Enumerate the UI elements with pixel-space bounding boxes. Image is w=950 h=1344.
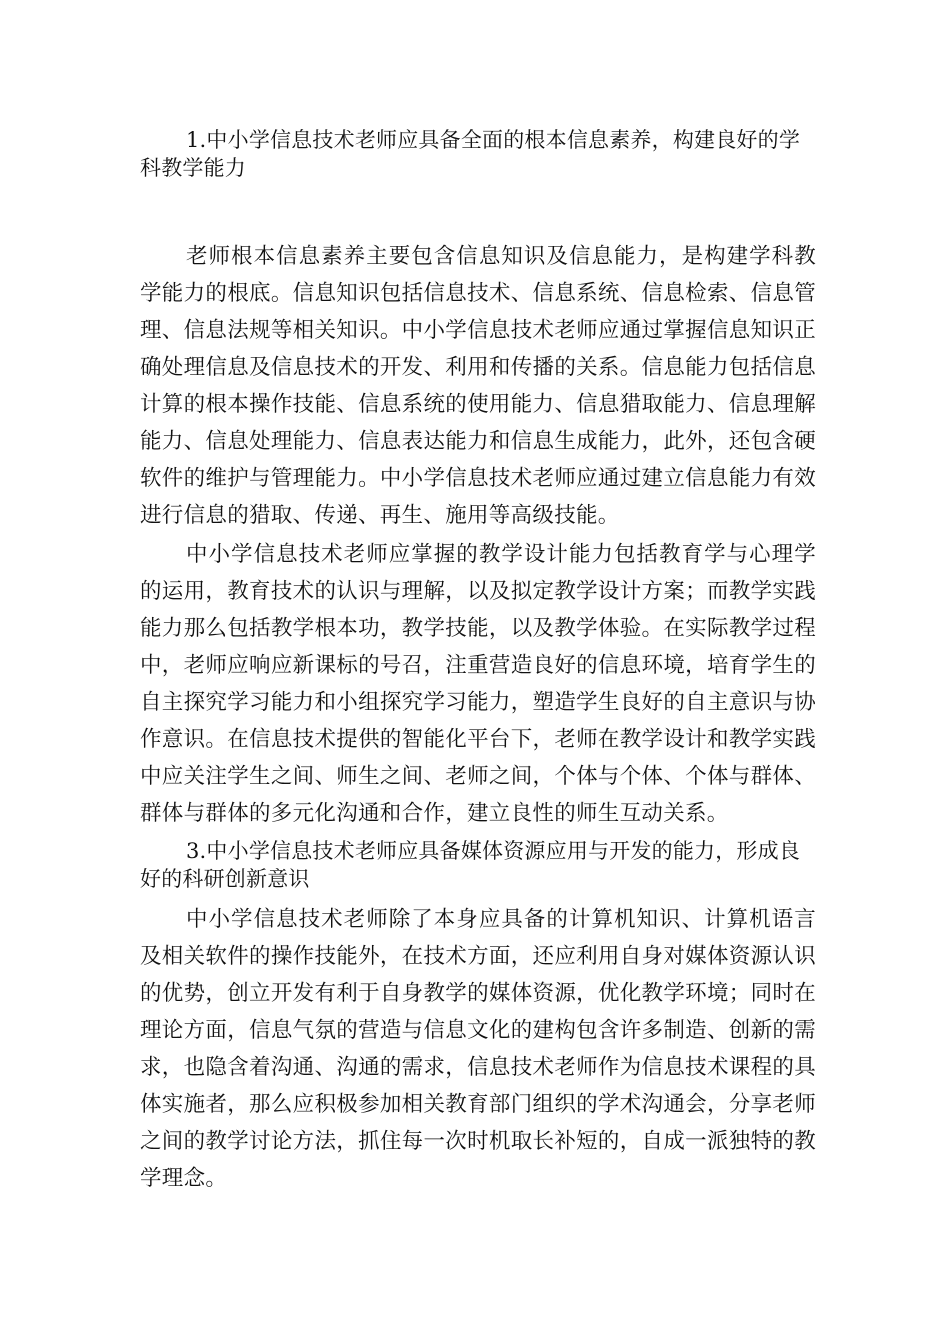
paragraph-basic-literacy: 老师根本信息素养主要包含信息知识及信息能力，是构建学科教学能力的根底。信息知识包括信息技术、信息系统、信息检索、信息管理、信息法规等相关知识。中小学信息技术老师应通过掌握信息知识正确处理信息及信息技术的开发、利用和传播的关系。信息能力包括信息计算的根本操作技能、信息系统的使用能力、信息猎取能力、信息理解能力、信息处理能力、信息表达能力和信息生成能力，此外，还包含硬软件的维护与管理能力。中小学信息技术老师应通过建立信息能力有效进行信息的猎取、传递、再生、施用等高级技能。 — [140, 244, 816, 528]
document-body — [140, 126, 816, 1197]
section-heading-1: 1.中小学信息技术老师应具备全面的根本信息素养，构建良好的学科教学能力 — [140, 128, 801, 180]
paragraph-media-resources: 中小学信息技术老师除了本身应具备的计算机知识、计算机语言及相关软件的操作技能外，在技术方面，还应利用自身对媒体资源认识的优势，创立开发有利于自身教学的媒体资源，优化教学环境；同时在理论方面，信息气氛的营造与信息文化的建构包含许多制造、创新的需求，也隐含着沟通、沟通的需求，信息技术老师作为信息技术课程的具体实施者，那么应积极参加相关教育部门组织的学术沟通会，分享老师之间的教学讨论方法，抓住每一次时机取长补短的，自成一派独特的教学理念。 — [140, 907, 816, 1191]
section-heading-3: 3.中小学信息技术老师应具备媒体资源应用与开发的能力，形成良好的科研创新意识 — [140, 839, 801, 891]
paragraph-teaching-design: 中小学信息技术老师应掌握的教学设计能力包括教育学与心理学的运用，教育技术的认识与理解，以及拟定教学设计方案；而教学实践能力那么包括教学根本功，教学技能，以及教学体验。在实际教学过程中，老师应响应新课标的号召，注重营造良好的信息环境，培育学生的自主探究学习能力和小组探究学习能力，塑造学生良好的自主意识与协作意识。在信息技术提供的智能化平台下，老师在教学设计和教学实践中应关注学生之间、师生之间、老师之间，个体与个体、个体与群体、群体与群体的多元化沟通和合作，建立良性的师生互动关系。 — [140, 542, 816, 826]
